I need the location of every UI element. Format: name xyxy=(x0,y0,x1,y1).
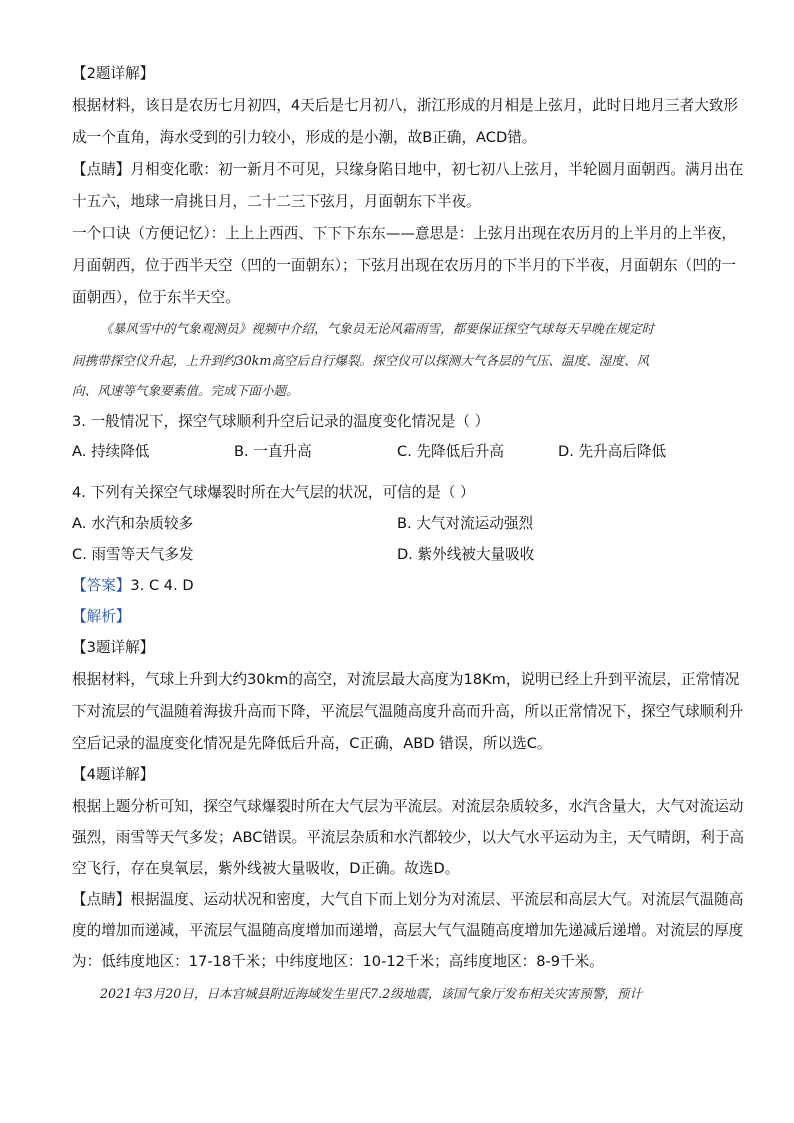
q3-option-b: B. 一直升高 xyxy=(234,443,312,460)
q3-option-c: C. 先降低后升高 xyxy=(397,443,505,460)
q2-detail-line-2: 成一个直角，海水受到的引力较小，形成的是小潮，故B正确，ACD错。 xyxy=(72,129,537,146)
note2-line-1 xyxy=(72,890,743,910)
q4-option-b: B. 大气对流运动强烈 xyxy=(397,515,534,532)
note-text: 月相变化歌：初一新月不可见，只缘身陷日地中，初七初八上弦月，半轮圆月面朝西。满月出在 xyxy=(130,161,744,178)
answer-line xyxy=(72,576,194,596)
note-label: 【点睛】 xyxy=(72,161,131,178)
q3-detail-heading: 【3题详解】 xyxy=(72,639,155,656)
note1-line-1 xyxy=(72,160,743,180)
note-label: 【点睛】 xyxy=(72,891,131,908)
note1-line-4: 月面朝西，位于西半天空（凹的一面朝东）；下弦月出现在农历月的下半月的下半夜，月面朝东（凹的一 xyxy=(72,257,737,274)
passage1-line-2: 间携带探空仪升起，上升到约30km高空后自行爆裂。探空仪可以探测大气各层的气压、温度、湿度、风 xyxy=(72,353,650,368)
q4-option-c: C. 雨雪等天气多发 xyxy=(72,546,194,563)
passage1-line-3: 向、风速等气象要素值。完成下面小题。 xyxy=(72,383,299,398)
note-text: 根据温度、运动状况和密度，大气自下而上划分为对流层、平流层和高层大气。对流层气温随高 xyxy=(130,891,744,908)
passage2-line-1: 2021年3月20日，日本宫城县附近海域发生里氏7.2级地震，该国气象厅发布相关灾害预警，预计 xyxy=(100,986,643,1001)
note1-line-5: 面朝西），位于东半天空。 xyxy=(72,289,240,306)
note2-line-2: 度的增加而递减，平流层气温随高度增加而递增，高层大气气温随高度增加先递减后递增。对流层的厚度 xyxy=(72,922,744,939)
q4-detail-heading: 【4题详解】 xyxy=(72,766,155,783)
q3-option-d: D. 先升高后降低 xyxy=(558,443,667,460)
q3-detail-line-3: 空后记录的温度变化情况是先降低后升高，C正确，ABD 错误，所以选C。 xyxy=(72,735,552,752)
passage1-line-1: 《暴风雪中的气象观测员》视频中介绍，气象员无论风霜雨雪，都要保证探空气球每天早晚在规定时 xyxy=(100,321,655,336)
q4-stem: 4. 下列有关探空气球爆裂时所在大气层的状况，可信的是（ ） xyxy=(72,484,475,501)
note1-line-2: 十五六，地球一肩挑日月，二十二三下弦月，月面朝东下半夜。 xyxy=(72,193,481,210)
q3-detail-line-1: 根据材料，气球上升到大约30km的高空，对流层最大高度为18Km，说明已经上升到平流层，正常情况 xyxy=(72,671,740,688)
q4-detail-line-1: 根据上题分析可知，探空气球爆裂时所在大气层为平流层。对流层杂质较多，水汽含量大，大气对流运动 xyxy=(72,798,744,815)
note2-line-3: 为：低纬度地区：17-18千米；中纬度地区：10-12千米；高纬度地区：8-9千米。 xyxy=(72,953,604,970)
q4-option-d: D. 紫外线被大量吸收 xyxy=(397,546,535,563)
answer-label: 【答案】 xyxy=(72,577,131,594)
note1-line-3: 一个口诀（方便记忆）：上上上西西、下下下东东——意思是：上弦月出现在农历月的上半月的上半夜， xyxy=(72,225,737,242)
q3-detail-line-2: 下对流层的气温随着海拔升高而下降，平流层气温随高度升高而升高，所以正常情况下，探空气球顺利升 xyxy=(72,703,744,720)
q4-detail-line-3: 空飞行，存在臭氧层，紫外线被大量吸收，D正确。故选D。 xyxy=(72,860,460,877)
q2-detail-line-1: 根据材料，该日是农历七月初四，4天后是七月初八，浙江形成的月相是上弦月，此时日地月三者大致形 xyxy=(72,97,739,114)
q3-stem: 3. 一般情况下，探空气球顺利升空后记录的温度变化情况是（ ） xyxy=(72,413,490,430)
q2-detail-heading: 【2题详解】 xyxy=(72,65,155,82)
q4-detail-line-2: 强烈，雨雪等天气多发；ABC错误。平流层杂质和水汽都较少，以大气水平运动为主，天气晴朗，利于高 xyxy=(72,829,745,846)
answer-text: 3. C 4. D xyxy=(130,577,194,594)
analysis-label: 【解析】 xyxy=(72,608,131,625)
q4-option-a: A. 水汽和杂质较多 xyxy=(72,515,194,532)
q3-option-a: A. 持续降低 xyxy=(72,443,150,460)
